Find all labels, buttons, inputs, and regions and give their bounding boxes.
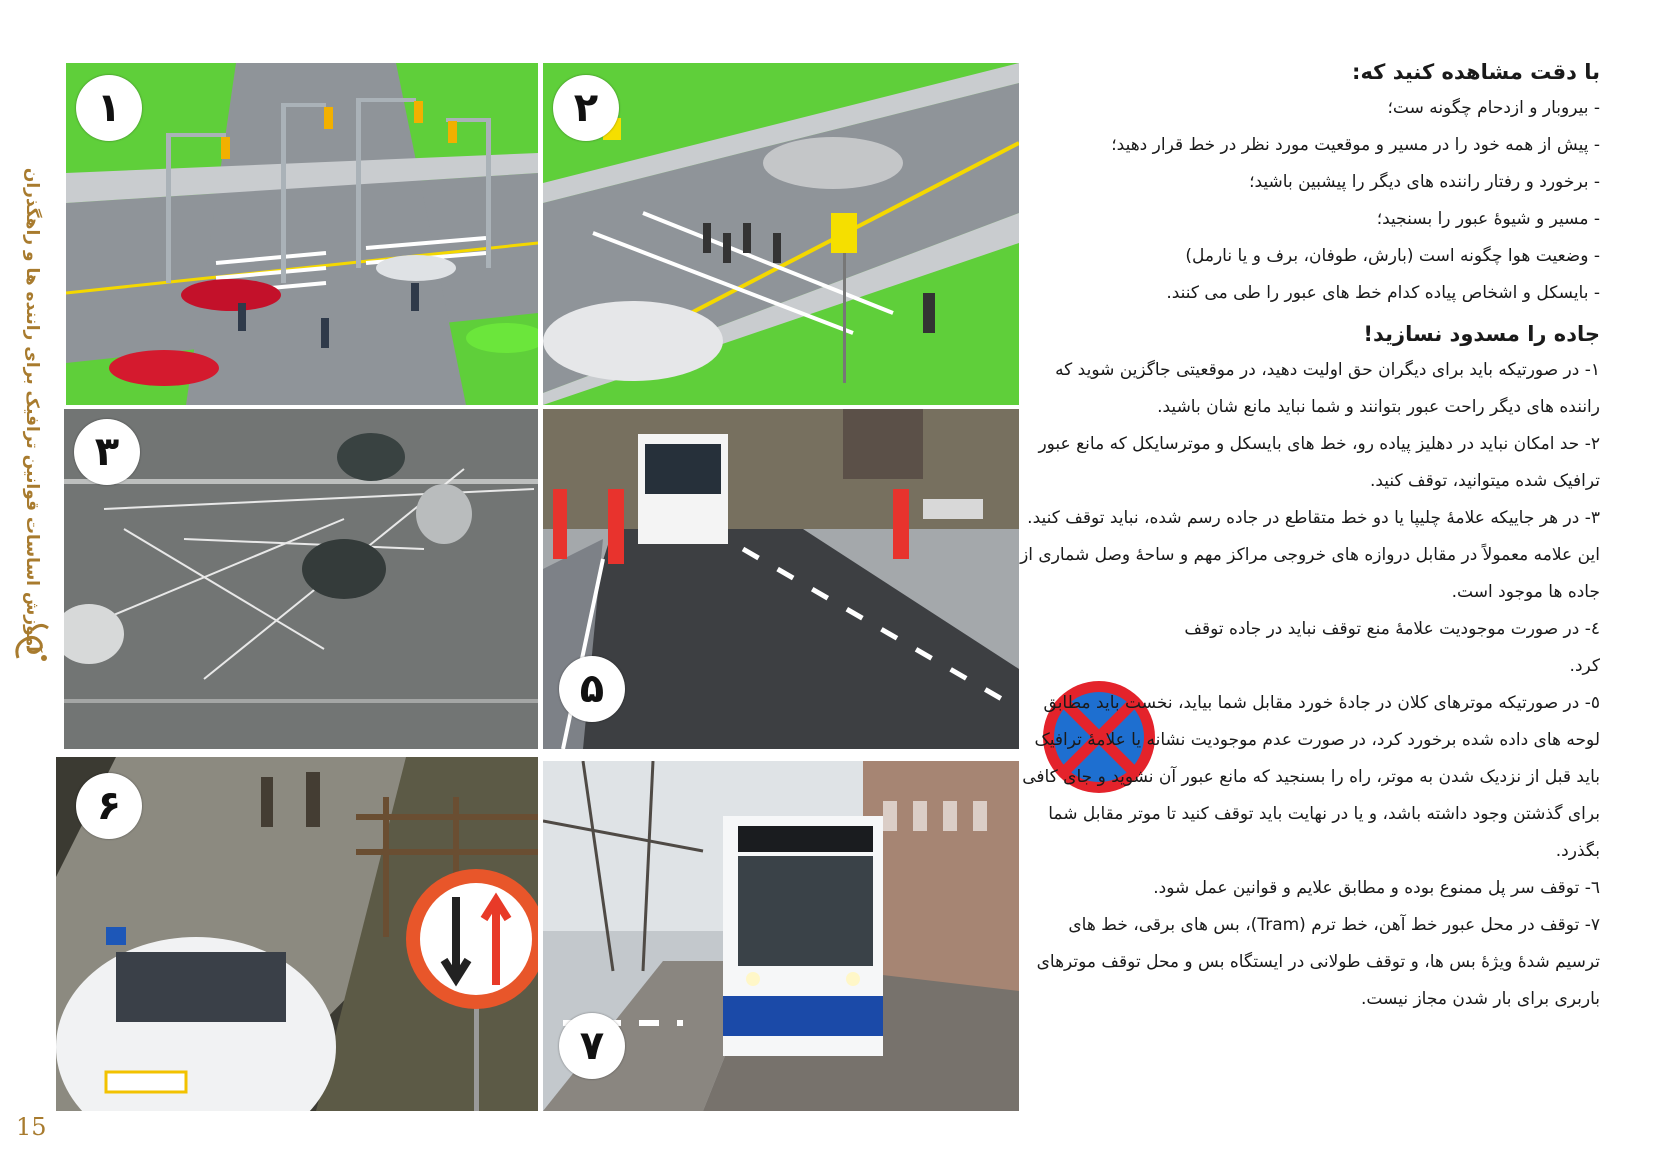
photo-school-crossing bbox=[543, 63, 1019, 405]
observe-item: - بیروبار و ازدحام چگونه ست؛ bbox=[1387, 98, 1600, 118]
observe-item: - پیش از همه خود را در مسیر و موقعیت مورد نظر در خط قرار دهید؛ bbox=[1111, 135, 1600, 155]
text-column bbox=[1020, 60, 1600, 1018]
section-heading-dont-block: جاده را مسدود نسازید! bbox=[1363, 322, 1600, 346]
observe-item: - وضعیت هوا چگونه است (بارش، طوفان، برف و یا نارمل) bbox=[1185, 246, 1600, 266]
rule-item: ۱- در صورتیکه باید برای دیگران حق اولیت دهید، در موقعیتی جاگزین شوید که راننده های دیگر راحت عبور بتوانند و شما نباید مانع شان باشید. bbox=[1055, 360, 1600, 417]
photo-bus-narrow-road bbox=[543, 409, 1019, 749]
calligraphy-logo-icon bbox=[10, 618, 54, 668]
photo-intersection bbox=[66, 63, 538, 405]
image-number-badge: ۱ bbox=[76, 75, 142, 141]
rule-item: ۲- حد امکان نباید در دهلیز پیاده رو، خط های بایسکل و موترسایکل که مانع عبور ترافیک شده میتوانید، توقف کنید. bbox=[1038, 434, 1600, 491]
image-number-badge: ۶ bbox=[76, 773, 142, 839]
page-number: 15 bbox=[16, 1113, 47, 1141]
rule-item: ۷- توقف در محل عبور خط آهن، خط ترم (Tram)، بس های برقی، خط های ترسیم شدهٔ ویژهٔ بس ها، و توقف طولانی در ایستگاه بس و محل توقف موترهای باربری برای بار شدن مجاز نیست. bbox=[1036, 915, 1600, 1009]
rule-item: ٦- توقف سر پل ممنوع بوده و مطابق علایم و قوانین عمل شود. bbox=[1153, 878, 1600, 898]
observe-item: - برخورد و رفتار راننده های دیگر را پیشبین باشید؛ bbox=[1249, 172, 1600, 192]
photo-road-markings bbox=[64, 409, 538, 749]
rule-item: ۳- در هر جاییکه علامهٔ چلیپا یا دو خط متقاطع در جاده رسم شده، نباید توقف کنید. این علامه معمولاً در مقابل دروازه های خروجی مراکز مهم و ساحهٔ وصل شماری از جاده ها موجود است. bbox=[1020, 508, 1600, 602]
image-number-badge: ۳ bbox=[74, 419, 140, 485]
image-number-badge: ۷ bbox=[559, 1013, 625, 1079]
rule-item: ٤- در صورت موجودیت علامهٔ منع توقف نباید در جاده توقف کرد. bbox=[1184, 619, 1600, 676]
image-number-badge: ۲ bbox=[553, 75, 619, 141]
section-heading-observe: با دقت مشاهده کنید که: bbox=[1352, 60, 1600, 84]
vertical-book-title: آموزش اساسات قوانین ترافیک برای راننده ها و راهگذران bbox=[22, 167, 42, 653]
photo-tram bbox=[543, 761, 1019, 1111]
observe-item: - بایسکل و اشخاص پیاده کدام خط های عبور را طی می کنند. bbox=[1166, 283, 1600, 303]
observe-item: - مسیر و شیوهٔ عبور را بسنجید؛ bbox=[1376, 209, 1600, 229]
image-number-badge: ۵ bbox=[559, 656, 625, 722]
photo-narrow-bridge bbox=[56, 757, 538, 1111]
rule-item: ٥- در صورتیکه موترهای کلان در جادهٔ خورد مقابل شما بیاید، نخست باید مطابق لوحه های داده شده برخورد کرد، در صورت عدم موجودیت نشانه یا علامهٔ ترافیک باید قبل از نزدیک شدن به موتر، راه را بسنجید که مانع عبور آن نشوید و جای کافی برای گذشتن وجود داشته باشد، و یا در نهایت باید توقف کنید تا موتر مقابل شما بگذرد. bbox=[1022, 693, 1600, 861]
